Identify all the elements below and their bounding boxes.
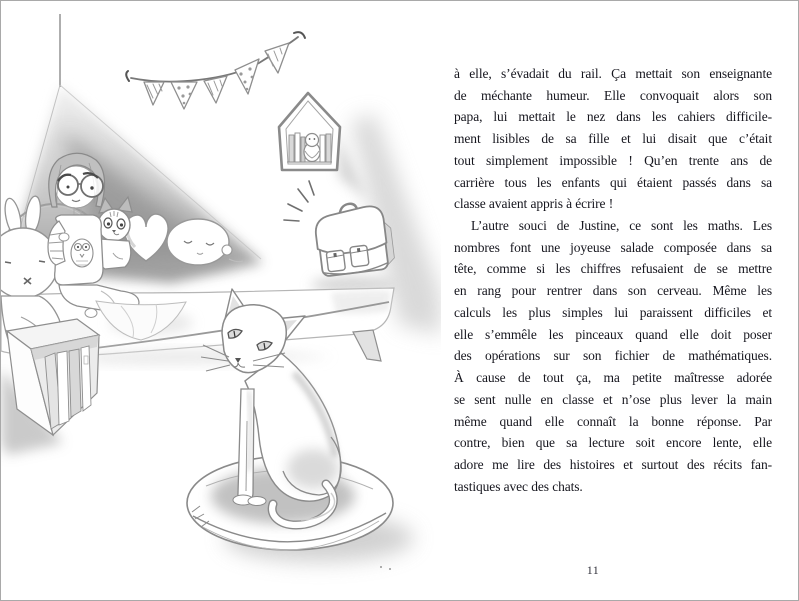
text-line: de méchante humeur. Elle convoquait alors son	[454, 87, 772, 103]
text-line: des opérations sur son fichier de mathématiques.	[454, 348, 772, 364]
text-line: se sent nulle en classe et n’ose plus lever la main	[454, 391, 772, 407]
pencil-dot	[389, 568, 391, 570]
bookshelf-cube	[1, 319, 99, 455]
emphasis-rays	[284, 181, 314, 221]
text-line: papa, lui mettait le nez dans les cahiers difficile-	[454, 109, 772, 125]
text-line: même quand elle connaît la bonne réponse. Par	[454, 413, 772, 429]
text-column	[454, 63, 772, 497]
text-line: ment lisibles de sa fille et lui disait que c’était	[454, 131, 772, 147]
text-line: calculs les plus simples lui paraissent difficiles et	[454, 304, 772, 320]
text-line: carrière tous les enfants qui étaient passés dans sa	[454, 174, 772, 190]
text-line: contre, bien que sa lecture soit encore lente, elle	[454, 435, 772, 451]
page-number: 11	[586, 563, 600, 577]
text-line: à elle, s’évadait du rail. Ça mettait son enseignante	[454, 66, 772, 81]
pencil-dot	[380, 566, 382, 568]
text-line: en rang pour rentrer dans son cerveau. Même les	[454, 283, 772, 299]
text-line: tout simplement impossible ! Qu’en trente ans de	[454, 152, 772, 168]
text-line: À cause de tout ça, ma petite maîtresse adorée	[454, 370, 772, 386]
bedroom-illustration	[1, 1, 441, 601]
floor-shading	[93, 349, 333, 364]
house-shelf-with-bird	[279, 93, 367, 199]
text-line: nombres font une joyeuse salade composée dans sa	[454, 239, 772, 255]
text-line: tastiques avec des chats.	[454, 478, 583, 494]
text-line: classe avaient appris à écrire !	[454, 196, 614, 212]
bunting-flags	[126, 32, 305, 109]
text-line: elle s’emmêle les pinceaux quand elle doit poser	[454, 326, 772, 342]
text-line: L’autre souci de Justine, ce sont les maths. Les	[471, 218, 772, 234]
text-line: adore me lire des histoires et surtout des récits fan-	[454, 456, 772, 472]
text-line: tête, comme si les chiffres refusaient de se mettre	[454, 261, 772, 277]
shelf-bird	[304, 134, 320, 162]
